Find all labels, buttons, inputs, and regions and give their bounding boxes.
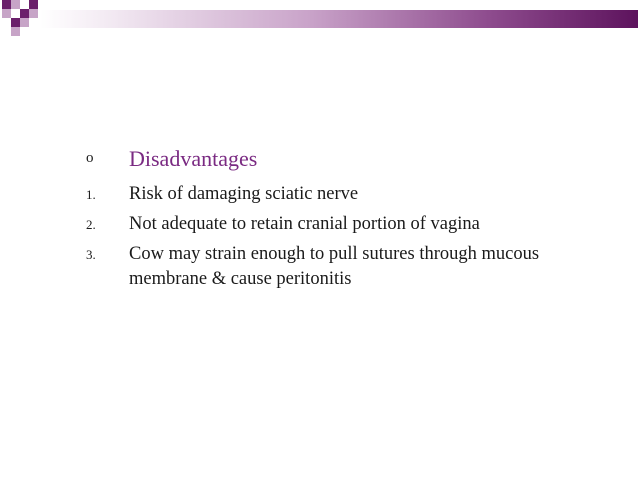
list-item-text: Risk of damaging sciatic nerve: [129, 184, 359, 204]
slide-heading: Disadvantages: [129, 146, 258, 171]
list-item-number: 3.: [86, 247, 96, 262]
heading-bullet: o: [86, 150, 94, 166]
decor-square: [11, 0, 20, 9]
heading-row: [86, 145, 606, 177]
decor-square: [29, 0, 38, 9]
list-item: [86, 212, 606, 237]
list-item-text: Cow may strain enough to pull sutures through mucous membrane & cause peritonitis: [129, 244, 540, 289]
slide-content: [86, 145, 606, 292]
decor-square: [20, 18, 29, 27]
list-item: [86, 182, 606, 207]
list-item: [86, 242, 606, 292]
decor-square: [2, 0, 11, 9]
decor-square: [11, 18, 20, 27]
decor-square: [29, 9, 38, 18]
header-gradient-bar: [40, 10, 638, 28]
decor-square: [11, 27, 20, 36]
list-item-number: 1.: [86, 187, 96, 202]
decor-square: [20, 9, 29, 18]
list-item-text: Not adequate to retain cranial portion of vagina: [129, 214, 480, 234]
decor-square: [2, 9, 11, 18]
list-item-number: 2.: [86, 217, 96, 232]
